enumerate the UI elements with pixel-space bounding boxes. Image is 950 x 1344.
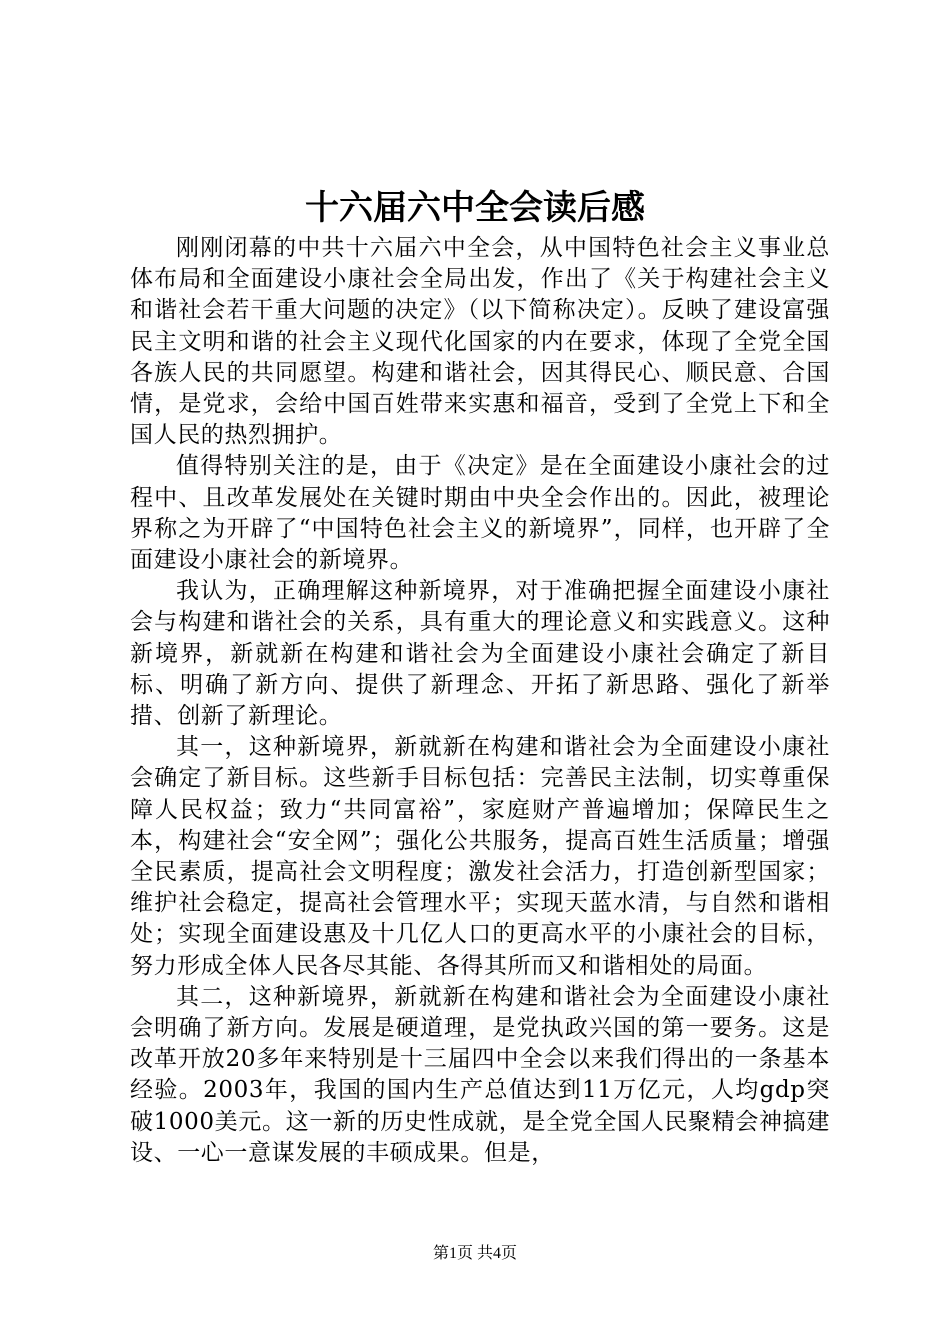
page-footer: 第1页 共4页 — [432, 1245, 517, 1262]
paragraph-3: 我认为，正确理解这种新境界，对于准确把握全面建设小康社会与构建和谐社会的关系，具有重大的理论意义和实践意义。这种新境界，新就新在构建和谐社会为全面建设小康社会确定了新目标、明确了新方向、提供了新理念、开拓了新思路、强化了新举措、创新了新理论。 — [130, 578, 830, 730]
paragraph-4: 其一，这种新境界，新就新在构建和谐社会为全面建设小康社会确定了新目标。这些新手目标包括：完善民主法制，切实尊重保障人民权益；致力“共同富裕”，家庭财产普遍增加；保障民生之本，构建社会“安全网”；强化公共服务，提高百姓生活质量；增强全民素质，提高社会文明程度；激发社会活力，打造创新型国家；维护社会稳定，提高社会管理水平；实现天蓝水清，与自然和谐相处；实现全面建设惠及十几亿人口的更高水平的小康社会的目标，努力形成全体人民各尽其能、各得其所而又和谐相处的局面。 — [130, 734, 830, 979]
paragraph-1: 刚刚闭幕的中共十六届六中全会，从中国特色社会主义事业总体布局和全面建设小康社会全局出发，作出了《关于构建社会主义和谐社会若干重大问题的决定》（以下简称决定）。反映了建设富强民主文明和谐的社会主义现代化国家的内在要求，体现了全党全国各族人民的共同愿望。构建和谐社会，因其得民心、顺民意、合国情，是党求，会给中国百姓带来实惠和福音，受到了全党上下和全国人民的热烈拥护。 — [130, 235, 830, 449]
document-body — [130, 233, 830, 1169]
document-title: 十六届六中全会读后感 — [305, 188, 645, 228]
paragraph-5: 其二，这种新境界，新就新在构建和谐社会为全面建设小康社会明确了新方向。发展是硬道理，是党执政兴国的第一要务。这是改革开放20多年来特别是十三届四中全会以来我们得出的一条基本经验。2003年，我国的国内生产总值达到11万亿元，人均gdp突破1000美元。这一新的历史性成就，是全党全国人民聚精会神搞建设、一心一意谋发展的丰硕成果。但是， — [130, 983, 830, 1166]
paragraph-2: 值得特别关注的是，由于《决定》是在全面建设小康社会的过程中、且改革发展处在关键时期由中央全会作出的。因此，被理论界称之为开辟了“中国特色社会主义的新境界”，同样，也开辟了全面建设小康社会的新境界。 — [130, 453, 830, 574]
